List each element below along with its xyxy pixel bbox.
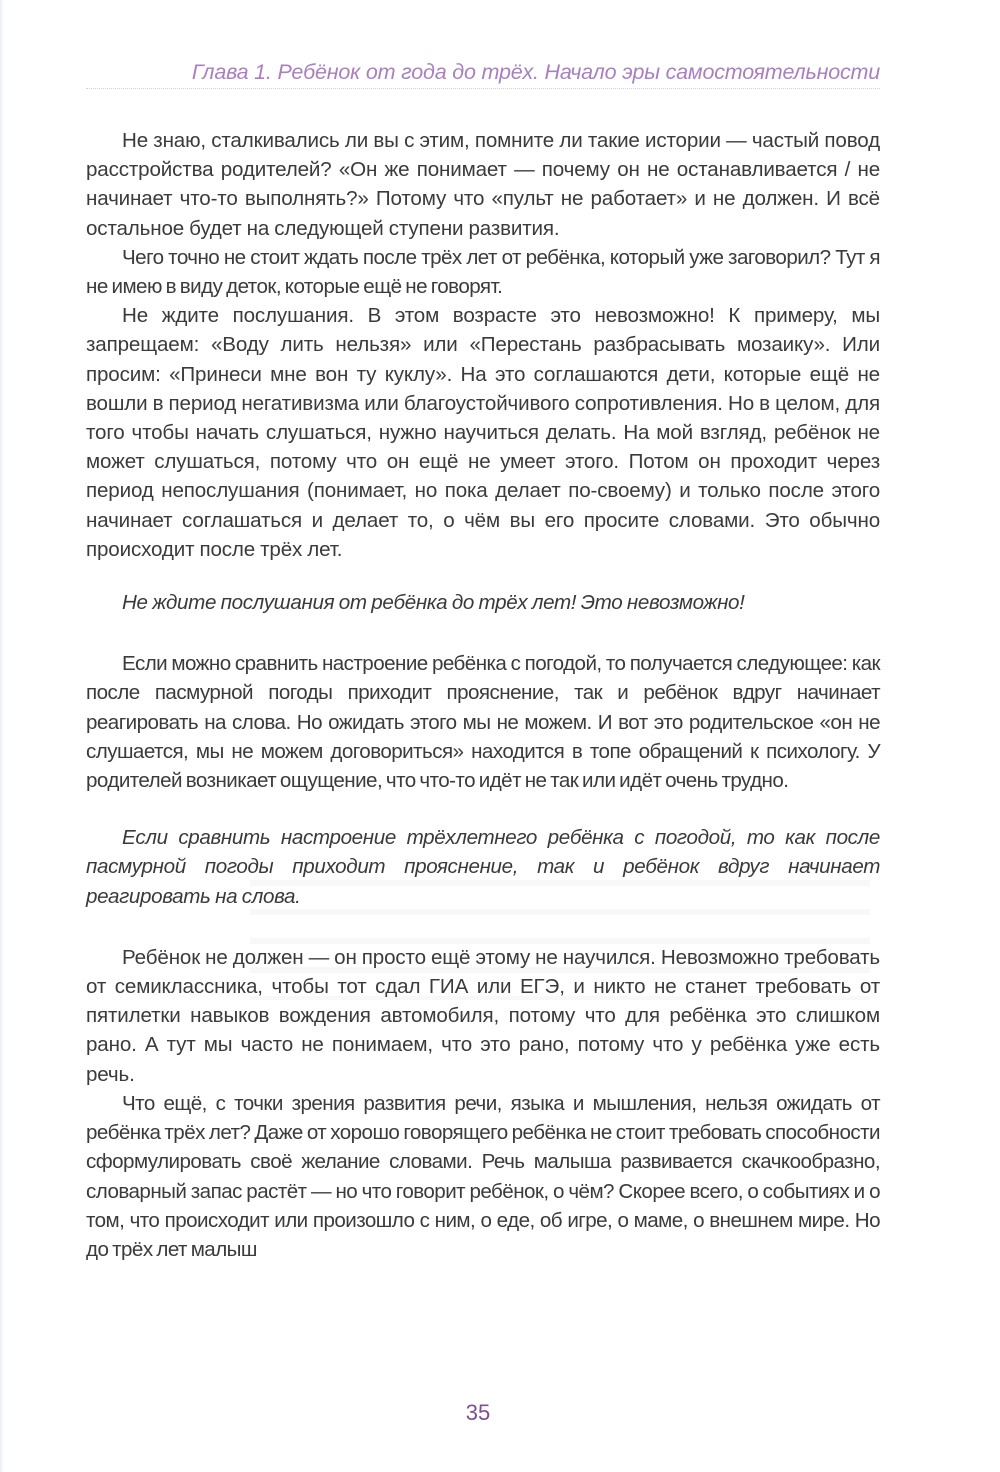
paragraph: Если можно сравнить настроение ребёнка с погодой, то получается следующее: как после пасмурной погоды приходит прояснение, так и ребёнок вдруг начинает реагировать на слова. Но ожидать этого мы не можем. И вот это родительское «он не слушается, мы не можем договориться» находится в топе обращений к психологу. У родителей возникает ощущение, что что-то идёт не так или идёт очень трудно. <box>86 652 880 793</box>
paragraph: Чего точно не стоит ждать после трёх лет от ребёнка, который уже заговорил? Тут я не имею в виду деток, которые ещё не говорят. <box>86 245 880 299</box>
running-header: Глава 1. Ребёнок от года до трёх. Начало эры самостоятельности <box>191 60 880 84</box>
header-divider <box>86 88 880 89</box>
paragraph: Что ещё, с точки зрения развития речи, языка и мышления, нельзя ожидать от ребёнка трёх лет? Даже от хорошо говорящего ребёнка не стоит требовать способности сформулировать своё желание словами. Речь малыша развивается скачкообразно, словарный запас растёт — но что говорит ребёнок, о чём? Скорее всего, о событиях и о том, что происходит или произошло с ним, о еде, об игре, о маме, о внешнем мире. Но до трёх лет малыш <box>86 1091 880 1261</box>
callout-quote: Если сравнить настроение трёхлетнего ребёнка с погодой, то как после пасмурной погоды приходит прояснение, так и ребёнок вдруг начинает реагировать на слова. <box>86 826 880 908</box>
page-number: 35 <box>465 1400 491 1425</box>
text-column <box>86 126 880 1264</box>
callout-quote: Не ждите послушания от ребёнка до трёх лет! Это невозможно! <box>122 591 745 615</box>
spacer <box>86 795 880 823</box>
spacer <box>86 617 880 649</box>
paragraph: Не ждите послушания. В этом возрасте это невозможно! К примеру, мы запрещаем: «Воду лить нельзя» или «Перестань разбрасывать мозаику». Или просим: «Принеси мне вон ту куклу». На это соглашаются дети, которые ещё не вошли в период негативизма или благоустойчивого сопротивления. Но в целом, для того чтобы начать слушаться, нужно научиться делать. На мой взгляд, ребёнок не может слушаться, потому что он ещё не умеет этого. Потом он проходит через период непослушания (понимает, но пока делает по-своему) и только после этого начинает соглашаться и делает то, о чём вы его просите словами. Это обычно происходит после трёх лет. <box>86 304 880 561</box>
spacer <box>86 911 880 943</box>
page-edge-shadow <box>0 0 4 1472</box>
paragraph: Ребёнок не должен — он просто ещё этому не научился. Невозможно требовать от семиклассника, чтобы тот сдал ГИА или ЕГЭ, и никто не станет требовать от пятилетки навыков вождения автомобиля, потому что для ребёнка это слишком рано. А тут мы часто не понимаем, что это рано, потому что у ребёнка уже есть речь. <box>86 945 880 1086</box>
paragraph: Не знаю, сталкивались ли вы с этим, помните ли такие истории — частый повод расстройства родителей? «Он же понимает — почему он не останавливается / не начинает что-то выполнять?» Потому что «пульт не работает» и не должен. И всё остальное будет на следующей ступени развития. <box>86 129 880 240</box>
spacer <box>86 564 880 588</box>
